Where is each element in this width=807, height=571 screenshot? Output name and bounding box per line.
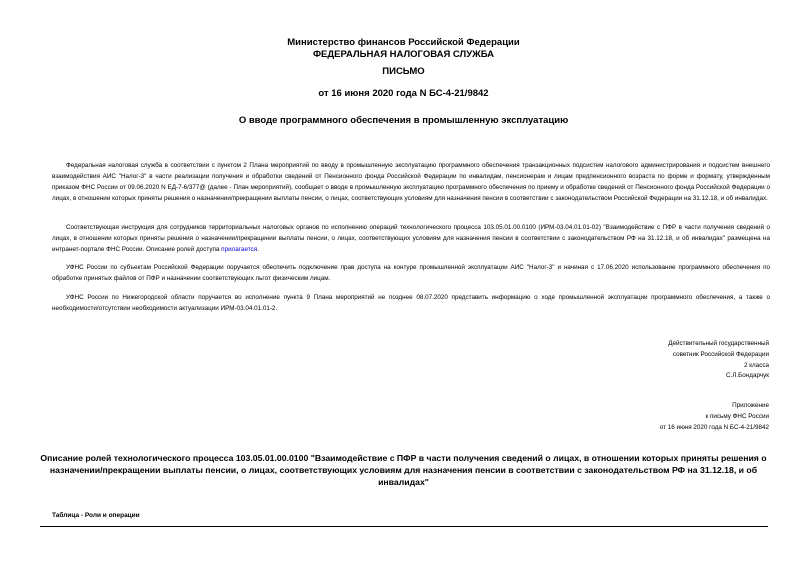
signer-title-line-2: советник Российской Федерации [672,350,769,358]
body-paragraph-2-end: . [257,245,259,253]
attachment-link[interactable]: прилагается [221,245,258,253]
ministry-name: Министерство финансов Российской Федерации [287,37,520,48]
service-name: ФЕДЕРАЛЬНАЯ НАЛОГОВАЯ СЛУЖБА [312,49,495,60]
signer-name: С.Л.Бондарчук [725,372,769,380]
table-caption: Таблица - Роли и операции [52,512,140,519]
appendix-block [549,401,769,433]
document-type: ПИСЬМО [382,66,425,77]
appendix-label: Приложение [732,402,769,409]
body-paragraph-2 [52,223,770,255]
appendix-date: от 16 июня 2020 года N БС-4-21/9842 [659,423,769,431]
body-paragraph-4: УФНС России по Нижегородской области поручается во исполнение пункта 9 Плана мероприятий не позднее 08.07.2020 представить информацию о ходе промышленной эксплуатации программного обеспечения, а также о необходимости/отсутствии необходимости актуализации ИРМ-03.04.01.01-2. [52,294,770,313]
appendix-reference: к письму ФНС России [705,412,769,420]
annex-title: Описание ролей технологического процесса 103.05.01.00.0100 "Взаимодействие с ПФР в части получения сведений о лицах, в отношении которых приняты решения о назначении/прекращении выплаты пенсии, о лицах, соответствующих условиям для назначения пенсии в соответствии с законодательством РФ на 31.12.18, и об инвалидах" [40,453,767,487]
signer-title-line-1: Действительный государственный [668,340,769,347]
body-paragraph-3: УФНС России по субъектам Российской Федерации поручается обеспечить подключение прав доступа на контуре промышленной эксплуатации АИС "Налог-3" и начиная с 17.06.2020 использование программного обеспечения по обработке принятых файлов от ПФР и назначении соответствующих льгот физическим лицам. [52,264,770,283]
signer-rank: 2 класса [743,361,769,369]
body-paragraph-2-text: Соответствующая инструкция для сотрудников территориальных налоговых органов по исполнению операций технологического процесса 103.05.01.00.0100 (ИРМ-03.04.01.01-02) "Взаимодействие с ПФР в части получения сведений о лицах, в отношении которых приняты решения о назначении/прекращении выплаты пенсии, о лицах, соответствующих условиям для назначения пенсии в соответствии с законодательством РФ на 31.12.18, и об инвалидах" размещена на интранет-портале ФНС России. Описание ролей доступа [52,224,770,253]
document-subject: О вводе программного обеспечения в промышленную эксплуатацию [238,115,569,126]
body-paragraph-1: Федеральная налоговая служба в соответствии с пунктом 2 Плана мероприятий по вводу в промышленную эксплуатацию программного обеспечения транзакционных подсистем налогового администрирования и подсистем внешнего взаимодействия АИС "Налог-3" в части реализации получения и обработки сведений от Пенсионного фонда Российской Федерации по инвалидам, пенсионерам и лицам предпенсионного возраста по форме и формату, утвержденным приказом ФНС России от 09.06.2020 N ЕД-7-6/377@ (далее - План мероприятий), сообщает о вводе в промышленную эксплуатацию программного обеспечения по приему и обработке сведений от Пенсионного фонда Российской Федерации о лицах, в отношении которых приняты решения о назначении/прекращении выплаты пенсии, о лицах, соответствующих условиям для назначения пенсии в соответствии с законодательством Российской Федерации на 31.12.18, и об инвалидах. [52,162,770,202]
document-date-number: от 16 июня 2020 года N БС-4-21/9842 [318,88,489,99]
issuer-header [0,37,807,61]
table-top-border [40,526,768,527]
signature-block [549,339,769,382]
